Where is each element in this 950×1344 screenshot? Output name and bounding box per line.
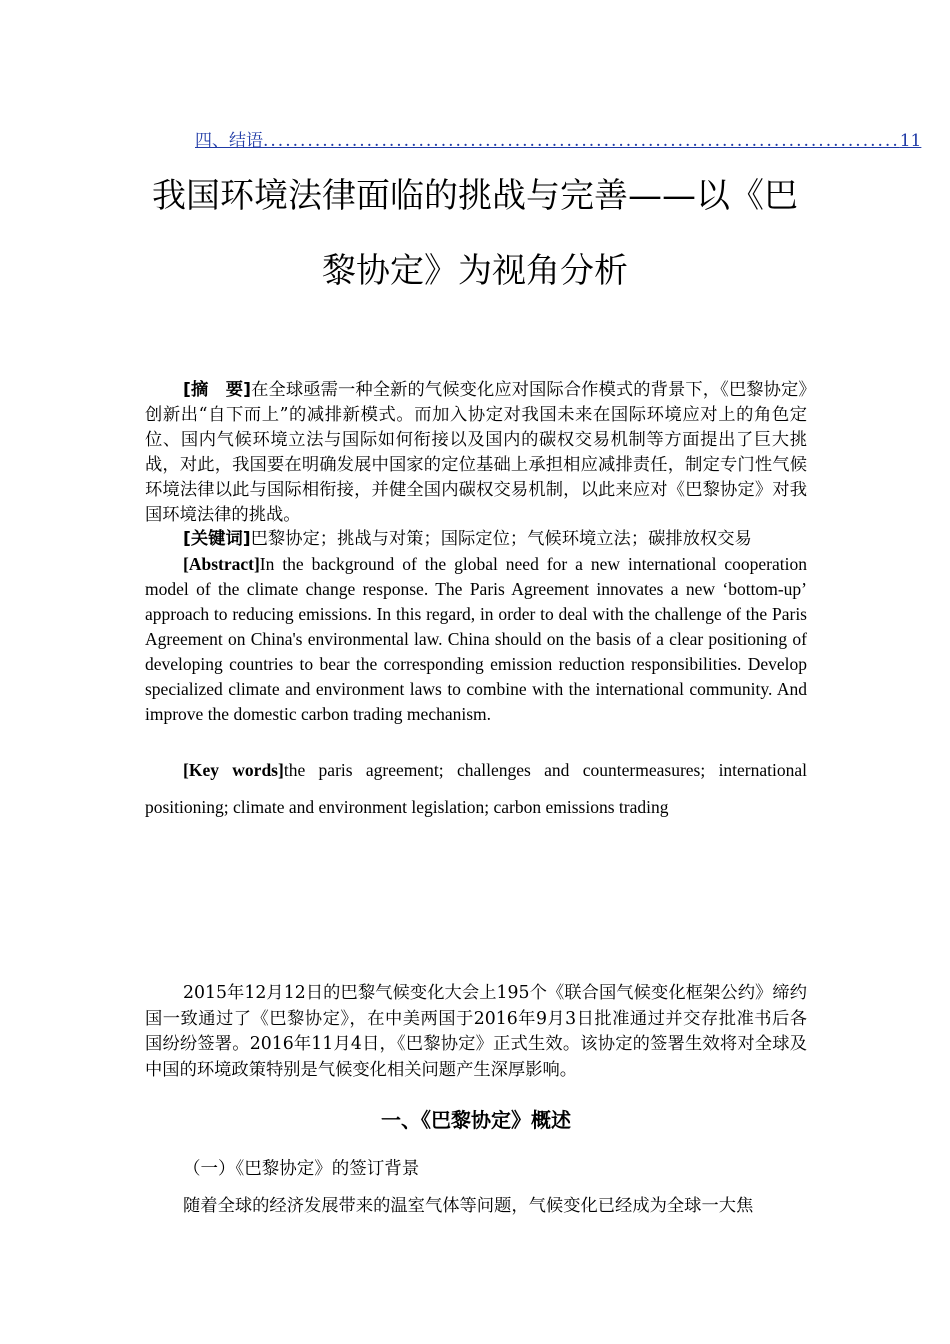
abstract-chinese [145, 378, 807, 528]
abstract-cn-text: 在全球亟需一种全新的气候变化应对国际合作模式的背景下，《巴黎协定》创新出“自下而上”的减排新模式。而加入协定对我国未来在国际环境应对上的角色定位、国内气候环境立法与国际如何衔接以及国内的碳权交易机制等方面提出了巨大挑战，对此，我国要在明确发展中国家的定位基础上承担相应减排责任，制定专门性气候环境法律以此与国际相衔接，并健全国内碳权交易机制，以此来应对《巴黎协定》对我国环境法律的挑战。 [145, 380, 808, 525]
intro-paragraph: 2015年12月12日的巴黎气候变化大会上195个《联合国气候变化框架公约》缔约国一致通过了《巴黎协定》，在中美两国于2016年9月3日批准通过并交存批准书后各国纷纷签署。2016年11月4日，《巴黎协定》正式生效。该协定的签署生效将对全球及中国的环境政策特别是气候变化相关问题产生深厚影响。 [145, 983, 807, 1080]
keywords-chinese [145, 527, 807, 552]
toc-entry-conclusion[interactable] [195, 126, 922, 151]
keywords-cn-text: 巴黎协定；挑战与对策；国际定位；气候环境立法；碳排放权交易 [250, 529, 752, 549]
body-paragraph: 随着全球的经济发展带来的温室气体等问题，气候变化已经成为全球一大焦 [183, 1196, 754, 1216]
keywords-english [145, 752, 807, 826]
subsection-heading-1-1: （一）《巴黎协定》的签订背景 [183, 1159, 420, 1179]
abstract-english [145, 552, 807, 727]
abstract-en-text: In the background of the global need for a new international cooperation model of the climate change response. The Paris Agreement innovates a new ‘bottom-up’ approach to reducing emissions. In this regard, in order to deal with the challenge of the Paris Agreement on China's environmental law. China should on the basis of a clear positioning of developing countries to bear the corresponding emission reduction responsibilities. Develop specialized climate and environment laws to combine with the international community. And improve the domestic carbon trading mechanism. [145, 554, 807, 724]
toc-leader-dots: ...................................................................................... [263, 131, 900, 151]
paper-title-line-1: 我国环境法律面临的挑战与完善——以《巴 [152, 176, 798, 216]
abstract-cn-label: [摘 要] [183, 380, 252, 400]
abstract-en-label: [Abstract] [183, 554, 260, 574]
keywords-en-text: the paris agreement; challenges and countermeasures; international positioning; climate and environment legislation; carbon emissions trading [145, 760, 808, 817]
keywords-en-label: [Key words] [183, 760, 284, 780]
paper-title-line-2: 黎协定》为视角分析 [322, 251, 628, 291]
keywords-cn-label: [关键词] [183, 529, 251, 549]
toc-page-number: 11 [899, 131, 922, 151]
section-heading-1: 一、《巴黎协定》概述 [381, 1108, 571, 1132]
toc-label: 四、结语 [195, 131, 263, 151]
